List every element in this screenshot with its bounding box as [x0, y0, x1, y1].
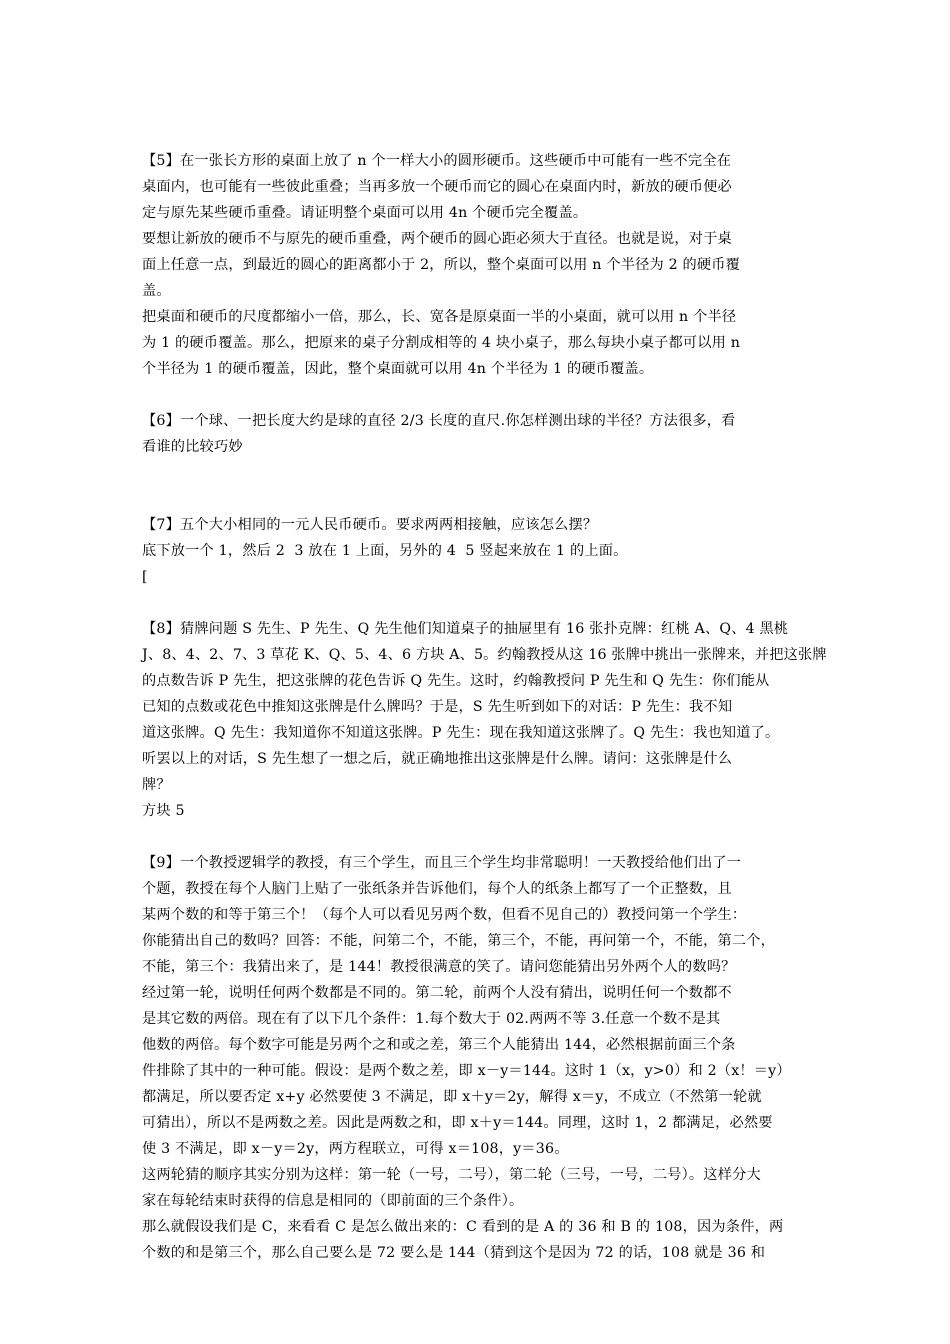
text-line: 为 1 的硬币覆盖。那么，把原来的桌子分割成相等的 4 块小桌子，那么每块小桌子都可以用 n: [142, 335, 741, 351]
text-line: 个半径为 1 的硬币覆盖，因此，整个桌面就可以用 4n 个半径为 1 的硬币覆盖。: [142, 361, 654, 377]
paragraph-gap: [142, 590, 827, 616]
text-line: 经过第一轮，说明任何两个数都是不同的。第二轮，前两个人没有猜出，说明任何一个数都不: [142, 985, 732, 1001]
paragraph-gap: [142, 824, 827, 850]
text-line: 某两个数的和等于第三个！（每个人可以看见另两个数，但看不见自己的）教授问第一个学生：: [142, 907, 747, 923]
text-line: [: [142, 569, 148, 585]
section-q7: [142, 512, 827, 590]
text-line: 已知的点数或花色中推知这张牌是什么牌吗？于是，S 先生听到如下的对话：P 先生：我不知: [142, 699, 733, 715]
text-line: 牌？: [142, 777, 171, 793]
section-q8: [142, 616, 827, 824]
text-line: 件排除了其中的一种可能。假设：是两个数之差，即 x－y＝144。这时 1（x，y>0）和 2（x！＝y）: [142, 1063, 791, 1079]
text-line: 盖。: [142, 283, 171, 299]
text-line: 你能猜出自己的数吗？回答：不能，问第二个，不能，第三个，不能，再问第一个，不能，第二个，: [142, 933, 776, 949]
text-line: 都满足，所以要否定 x+y 必然要使 3 不满足，即 x＋y＝2y，解得 x＝y，不成立（不然第一轮就: [142, 1089, 762, 1105]
text-line: 要想让新放的硬币不与原先的硬币重叠，两个硬币的圆心距必须大于直径。也就是说，对于桌: [142, 231, 732, 247]
text-line: J、8、4、2、7、3 草花 K、Q、5、4、6 方块 A、5。约翰教授从这 16 张牌中挑出一张牌来，并把这张牌: [142, 647, 827, 663]
text-line: 定与原先某些硬币重叠。请证明整个桌面可以用 4n 个硬币完全覆盖。: [142, 205, 588, 221]
text-line: 【7】五个大小相同的一元人民币硬币。要求两两相接触，应该怎么摆？: [142, 517, 598, 533]
section-q5: [142, 148, 827, 382]
text-line: 不能，第三个：我猜出来了，是 144！教授很满意的笑了。请问您能猜出另外两个人的数吗？: [142, 959, 736, 975]
text-line: 家在每轮结束时获得的信息是相同的（即前面的三个条件）。: [142, 1193, 524, 1209]
text-line: 方块 5: [142, 803, 185, 819]
text-line: 个数的和是第三个，那么自己要么是 72 要么是 144（猜到这个是因为 72 的话，108 就是 36 和: [142, 1245, 766, 1261]
text-line: 看谁的比较巧妙: [142, 439, 243, 455]
text-line: 把桌面和硬币的尺度都缩小一倍，那么，长、宽各是原桌面一半的小桌面，就可以用 n 个半径: [142, 309, 737, 325]
text-line: 底下放一个 1，然后 2 3 放在 1 上面，另外的 4 5 竖起来放在 1 的上面。: [142, 543, 628, 559]
text-line: 【5】在一张长方形的桌面上放了 n 个一样大小的圆形硬币。这些硬币中可能有一些不完全在: [142, 153, 732, 169]
text-line: 【6】一个球、一把长度大约是球的直径 2/3 长度的直尺.你怎样测出球的半径？方法很多，看: [142, 413, 736, 429]
paragraph-gap: [142, 382, 827, 408]
text-line: 【8】猜牌问题 S 先生、P 先生、Q 先生他们知道桌子的抽屉里有 16 张扑克牌：红桃 A、Q、4 黑桃: [142, 621, 789, 637]
text-line: 可猜出），所以不是两数之差。因此是两数之和，即 x＋y＝144。同理，这时 1，2 都满足，必然要: [142, 1115, 773, 1131]
text-line: 听罢以上的对话，S 先生想了一想之后，就正确地推出这张牌是什么牌。请问：这张牌是什么: [142, 751, 733, 767]
text-line: 是其它数的两倍。现在有了以下几个条件：1.每个数大于 02.两两不等 3.任意一个数不是其: [142, 1011, 721, 1027]
text-line: 【9】一个教授逻辑学的教授，有三个学生，而且三个学生均非常聪明！一天教授给他们出了一: [142, 855, 742, 871]
text-line: 使 3 不满足，即 x－y＝2y，两方程联立，可得 x＝108，y＝36。: [142, 1141, 569, 1157]
text-line: 道这张牌。Q 先生：我知道你不知道这张牌。P 先生：现在我知道这张牌了。Q 先生：我也知道了。: [142, 725, 780, 741]
text-line: 他数的两倍。每个数字可能是另两个之和或之差，第三个人能猜出 144，必然根据前面三个条: [142, 1037, 736, 1053]
section-q6: [142, 408, 827, 460]
text-line: 桌面内，也可能有一些彼此重叠；当再多放一个硬币而它的圆心在桌面内时，新放的硬币便必: [142, 179, 732, 195]
text-line: 面上任意一点，到最近的圆心的距离都小于 2，所以，整个桌面可以用 n 个半径为 2 的硬币覆: [142, 257, 741, 273]
paragraph-gap: [142, 460, 827, 512]
text-line: 那么就假设我们是 C，来看看 C 是怎么做出来的：C 看到的是 A 的 36 和 B 的 108，因为条件，两: [142, 1219, 784, 1235]
document-page: [142, 148, 827, 1266]
text-line: 个题，教授在每个人脑门上贴了一张纸条并告诉他们，每个人的纸条上都写了一个正整数，且: [142, 881, 732, 897]
text-line: 的点数告诉 P 先生，把这张牌的花色告诉 Q 先生。这时，约翰教授问 P 先生和 Q 先生：你们能从: [142, 673, 770, 689]
section-q9: [142, 850, 827, 1266]
text-line: 这两轮猜的顺序其实分别为这样：第一轮（一号，二号），第二轮（三号，一号，二号）。这样分大: [142, 1167, 761, 1183]
